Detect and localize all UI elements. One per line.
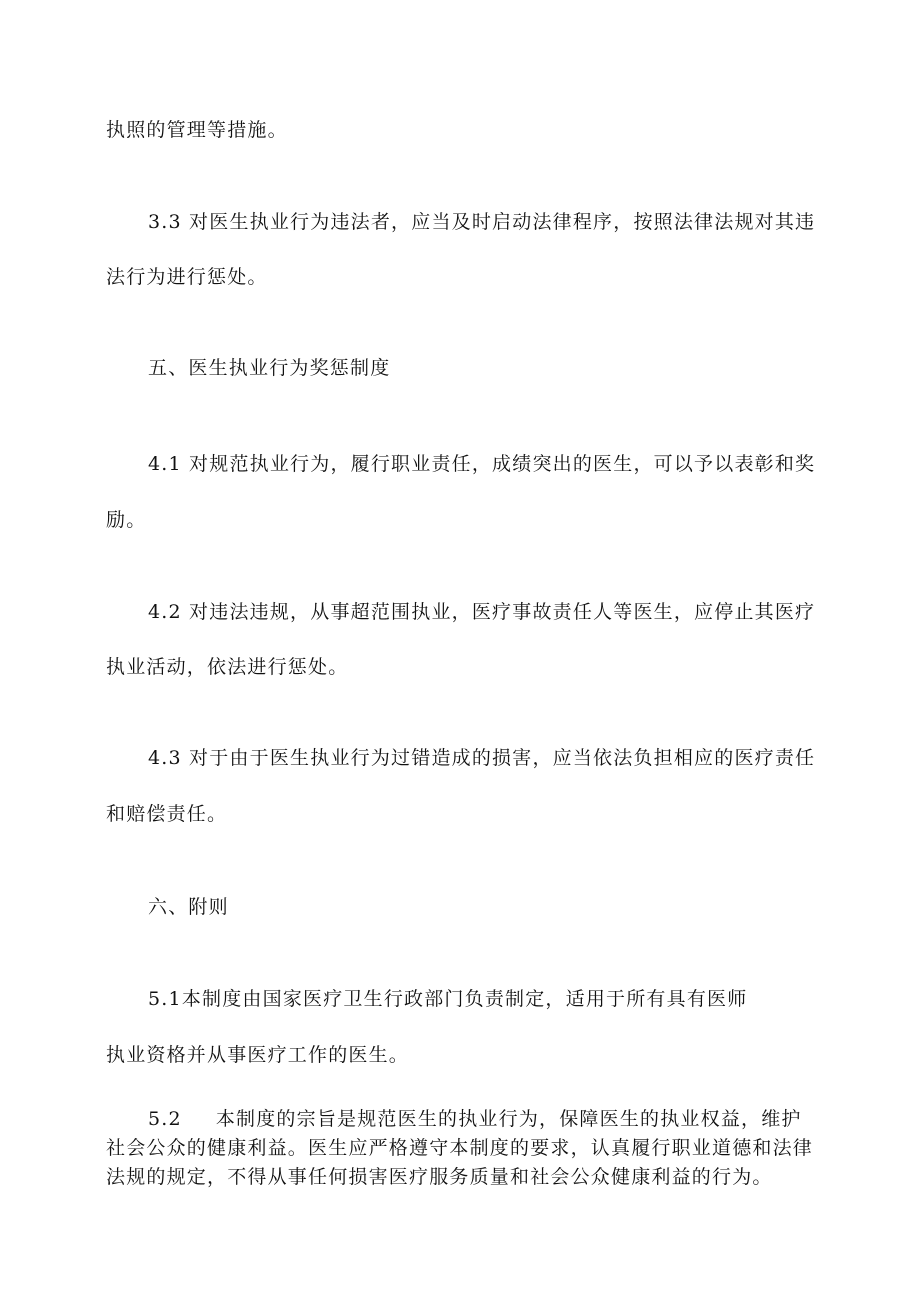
clause-5-2-number: 5.2 xyxy=(148,1108,182,1130)
clause-4-2-line-2: 执业活动，依法进行惩处。 xyxy=(106,656,349,678)
section-heading-5: 五、医生执业行为奖惩制度 xyxy=(148,357,391,379)
clause-3-3-line-1: 3.3 对医生执业行为违法者，应当及时启动法律程序，按照法律法规对其违 xyxy=(148,211,816,233)
clause-5-2-text: 本制度的宗旨是规范医生的执业行为，保障医生的执业权益，维护社会公众的健康利益。医生应严格遵守本制度的要求，认真履行职业道德和法律法规的规定，不得从事任何损害医疗服务质量和社会公众健康利益的行为。 xyxy=(106,1108,814,1188)
clause-4-2-line-1: 4.2 对违法违规，从事超范围执业，医疗事故责任人等医生，应停止其医疗 xyxy=(148,601,816,623)
clause-5-2-paragraph xyxy=(106,1105,818,1192)
clause-3-3-line-2: 法行为进行惩处。 xyxy=(106,266,268,288)
clause-4-3-line-2: 和赔偿责任。 xyxy=(106,803,228,825)
section-heading-6: 六、附则 xyxy=(148,896,229,918)
paragraph-line: 执照的管理等措施。 xyxy=(106,119,288,141)
clause-4-1-line-2: 励。 xyxy=(106,509,147,531)
clause-4-1-line-1: 4.1 对规范执业行为，履行职业责任，成绩突出的医生，可以予以表彰和奖 xyxy=(148,453,816,475)
clause-5-1-line-1: 5.1本制度由国家医疗卫生行政部门负责制定，适用于所有具有医师 xyxy=(148,988,748,1010)
clause-5-1-line-2: 执业资格并从事医疗工作的医生。 xyxy=(106,1044,410,1066)
clause-4-3-line-1: 4.3 对于由于医生执业行为过错造成的损害，应当依法负担相应的医疗责任 xyxy=(148,747,816,769)
